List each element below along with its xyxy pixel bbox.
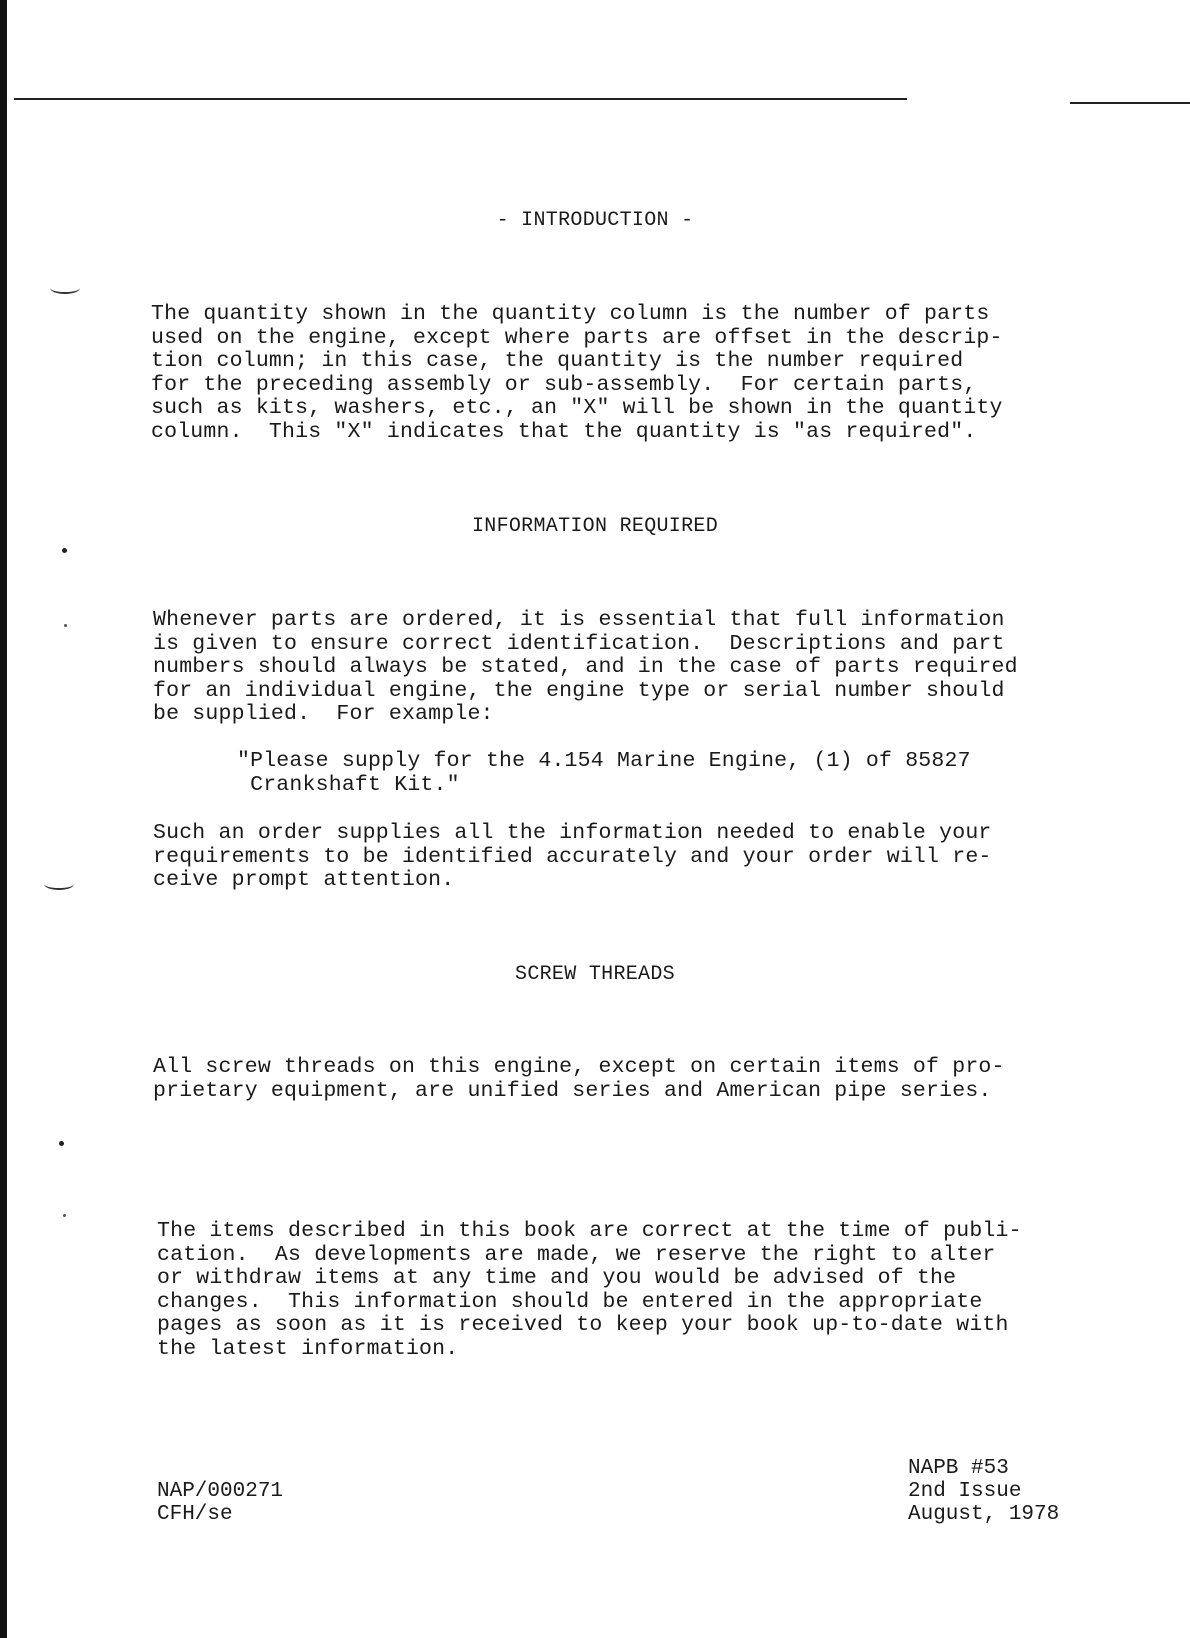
top-rule-right (1070, 102, 1190, 104)
top-rule (14, 98, 907, 100)
order-closing-paragraph: Such an order supplies all the information needed to enable your requirements to be identified accurately and your order will re- ceive prompt attention. (153, 821, 992, 892)
introduction-paragraph: The quantity shown in the quantity column is the number of parts used on the engine, except where parts are offset in the descrip- tion column; in this case, the quantity is the number required for the preceding assembly or sub-assembly. For certain parts, such as kits, washers, etc., an "X" will be shown in the quantity column. This "X" indicates that the quantity is "as required". (151, 302, 1003, 444)
punch-mark (44, 878, 74, 890)
issue-information: NAPB #53 2nd Issue August, 1978 (908, 1457, 1060, 1526)
introduction-heading: - INTRODUCTION - (496, 209, 694, 232)
punch-mark (50, 282, 80, 294)
binder-dot (64, 624, 67, 627)
binder-dot (59, 1141, 64, 1146)
order-example-quote: "Please supply for the 4.154 Marine Engine, (1) of 85827 Crankshaft Kit." (237, 749, 971, 797)
binder-dot (62, 548, 67, 553)
screw-threads-paragraph: All screw threads on this engine, except on certain items of pro- prietary equipment, are unified series and American pipe series. (153, 1055, 1005, 1103)
information-required-heading: INFORMATION REQUIRED (471, 515, 719, 538)
binder-dot (63, 1214, 66, 1217)
information-required-paragraph: Whenever parts are ordered, it is essential that full information is given to ensure correct identification. Descriptions and part numbers should always be stated, and in the case of parts required for an individual engine, the engine type or serial number should be supplied. For example: (153, 608, 1018, 726)
scan-left-edge (0, 0, 7, 1638)
document-reference: NAP/000271 CFH/se (157, 1480, 284, 1526)
publication-notice-paragraph: The items described in this book are correct at the time of publi- cation. As developments are made, we reserve the right to alter or withdraw items at any time and you would be advised of the changes. This information should be entered in the appropriate pages as soon as it is received to keep your book up-to-date with the latest information. (157, 1219, 1022, 1361)
screw-threads-heading: SCREW THREADS (515, 963, 675, 986)
